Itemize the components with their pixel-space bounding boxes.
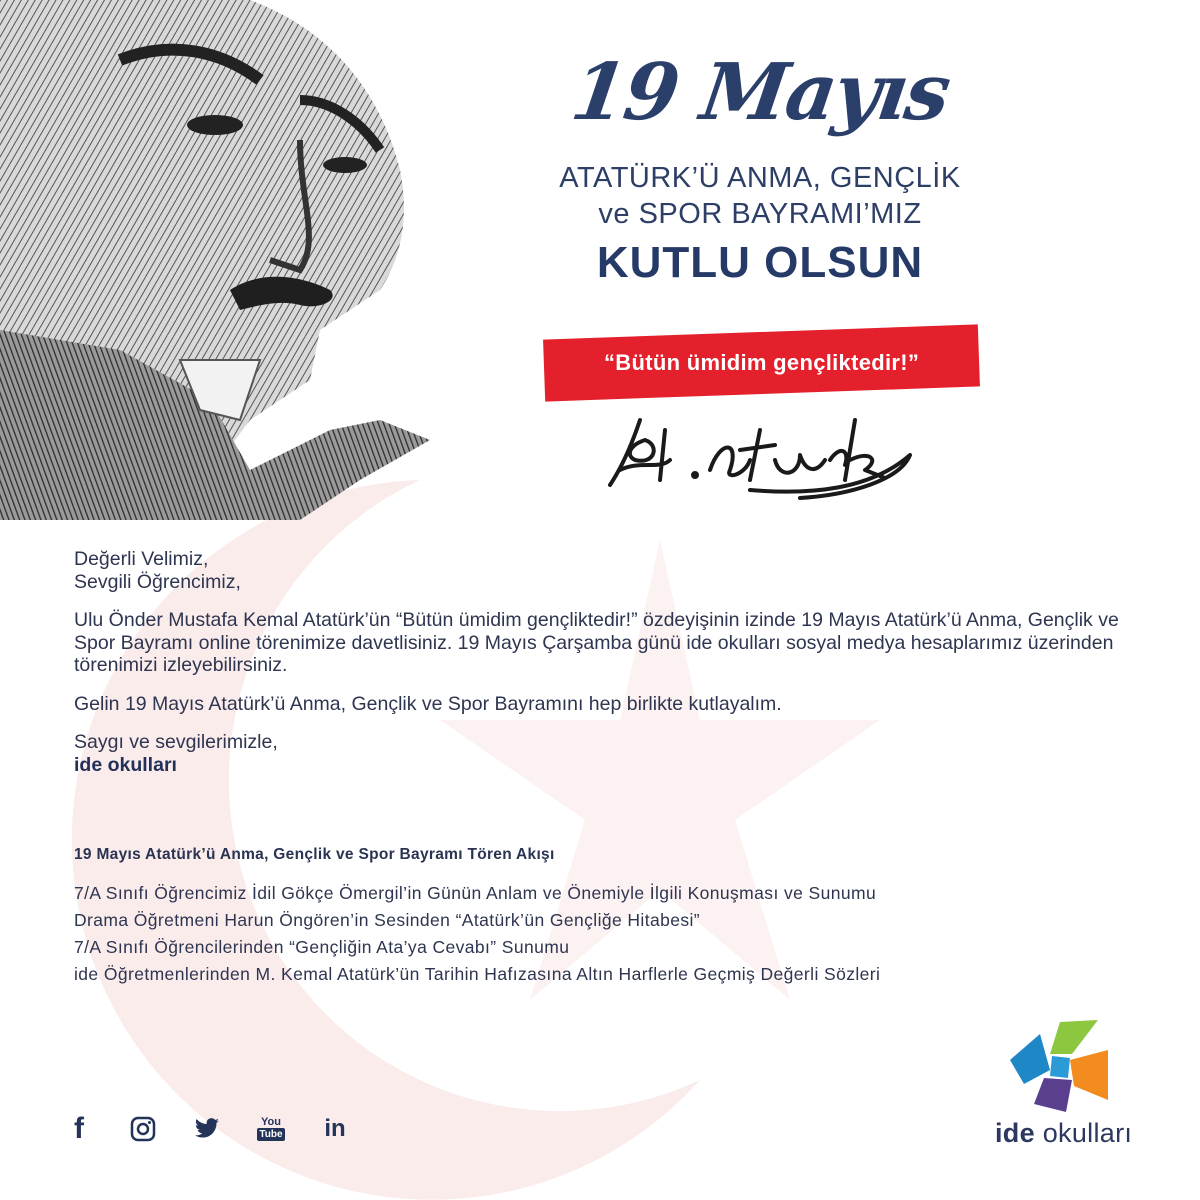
program-item: 7/A Sınıfı Öğrencimiz İdil Gökçe Ömergil’in Günün Anlam ve Önemiyle İlgili Konuşması ve Sunumu xyxy=(74,883,877,903)
kutlu-olsun-heading: KUTLU OLSUN xyxy=(596,237,924,287)
youtube-label-top: You xyxy=(261,1116,281,1128)
brand-name-part-1: ide xyxy=(995,1118,1035,1148)
youtube-label-bottom: Tube xyxy=(259,1129,283,1140)
instagram-icon[interactable] xyxy=(128,1114,158,1144)
program-item: ide Öğretmenlerinden M. Kemal Atatürk’ün Tarihin Hafızasına Altın Harflerle Geçmiş Değerli Sözleri xyxy=(74,964,881,984)
facebook-icon[interactable] xyxy=(64,1114,94,1144)
twitter-glyph xyxy=(194,1118,220,1140)
letter-paragraph-2: Gelin 19 Mayıs Atatürk’ü Anma, Gençlik ve Spor Bayramını hep birlikte kutlayalım. xyxy=(74,692,782,715)
linkedin-icon[interactable] xyxy=(320,1114,350,1144)
sender-name: ide okulları xyxy=(74,753,177,776)
brand-name-part-2: okulları xyxy=(1042,1118,1133,1148)
salutation-students: Sevgili Öğrencimiz, xyxy=(74,570,241,593)
quote-text: “Bütün ümidim gençliktedir!” xyxy=(603,350,920,375)
program-title: 19 Mayıs Atatürk’ü Anma, Gençlik ve Spor Bayramı Tören Akışı xyxy=(74,846,555,863)
instagram-glyph xyxy=(130,1116,156,1142)
program-item: Drama Öğretmeni Harun Öngören’in Sesinden “Atatürk’ün Gençliğe Hitabesi” xyxy=(74,910,701,930)
facebook-glyph: f xyxy=(74,1112,84,1145)
ataturk-portrait xyxy=(0,0,440,520)
youtube-icon[interactable] xyxy=(256,1114,286,1144)
letter-body xyxy=(74,548,1134,792)
letter-paragraph-1: Ulu Önder Mustafa Kemal Atatürk’ün “Bütün ümidim gençliktedir!” özdeyişinin izinde 19 Mayıs Atatürk’ü Anma, Gençlik ve Spor Bayramı online törenimize davetlisiniz. 19 Mayıs Çarşamba günü ide okulları sosyal medya hesaplarımız üzerinden törenimizi izleyebilirsiniz. xyxy=(74,609,1119,676)
ide-okullari-logo-icon xyxy=(1010,1020,1110,1112)
ataturk-signature xyxy=(600,400,920,500)
subtitle-line-2: ve SPOR BAYRAMI’MIZ xyxy=(598,197,922,230)
script-title: 19 Mayıs xyxy=(565,47,955,138)
subtitle-line-1: ATATÜRK’Ü ANMA, GENÇLİK xyxy=(559,161,961,194)
program-list xyxy=(74,880,880,988)
twitter-icon[interactable] xyxy=(192,1114,222,1144)
salutation-parents: Değerli Velimiz, xyxy=(74,548,209,570)
brand-name xyxy=(995,1118,1132,1149)
header-block xyxy=(520,47,1000,288)
closing-text: Saygı ve sevgilerimizle, xyxy=(74,731,278,753)
quote-banner xyxy=(543,324,980,401)
linkedin-glyph: in xyxy=(324,1115,346,1142)
program-item: 7/A Sınıfı Öğrencilerinden “Gençliğin Ata’ya Cevabı” Sunumu xyxy=(74,937,570,957)
social-links xyxy=(64,1114,350,1144)
subtitle xyxy=(520,160,1000,232)
